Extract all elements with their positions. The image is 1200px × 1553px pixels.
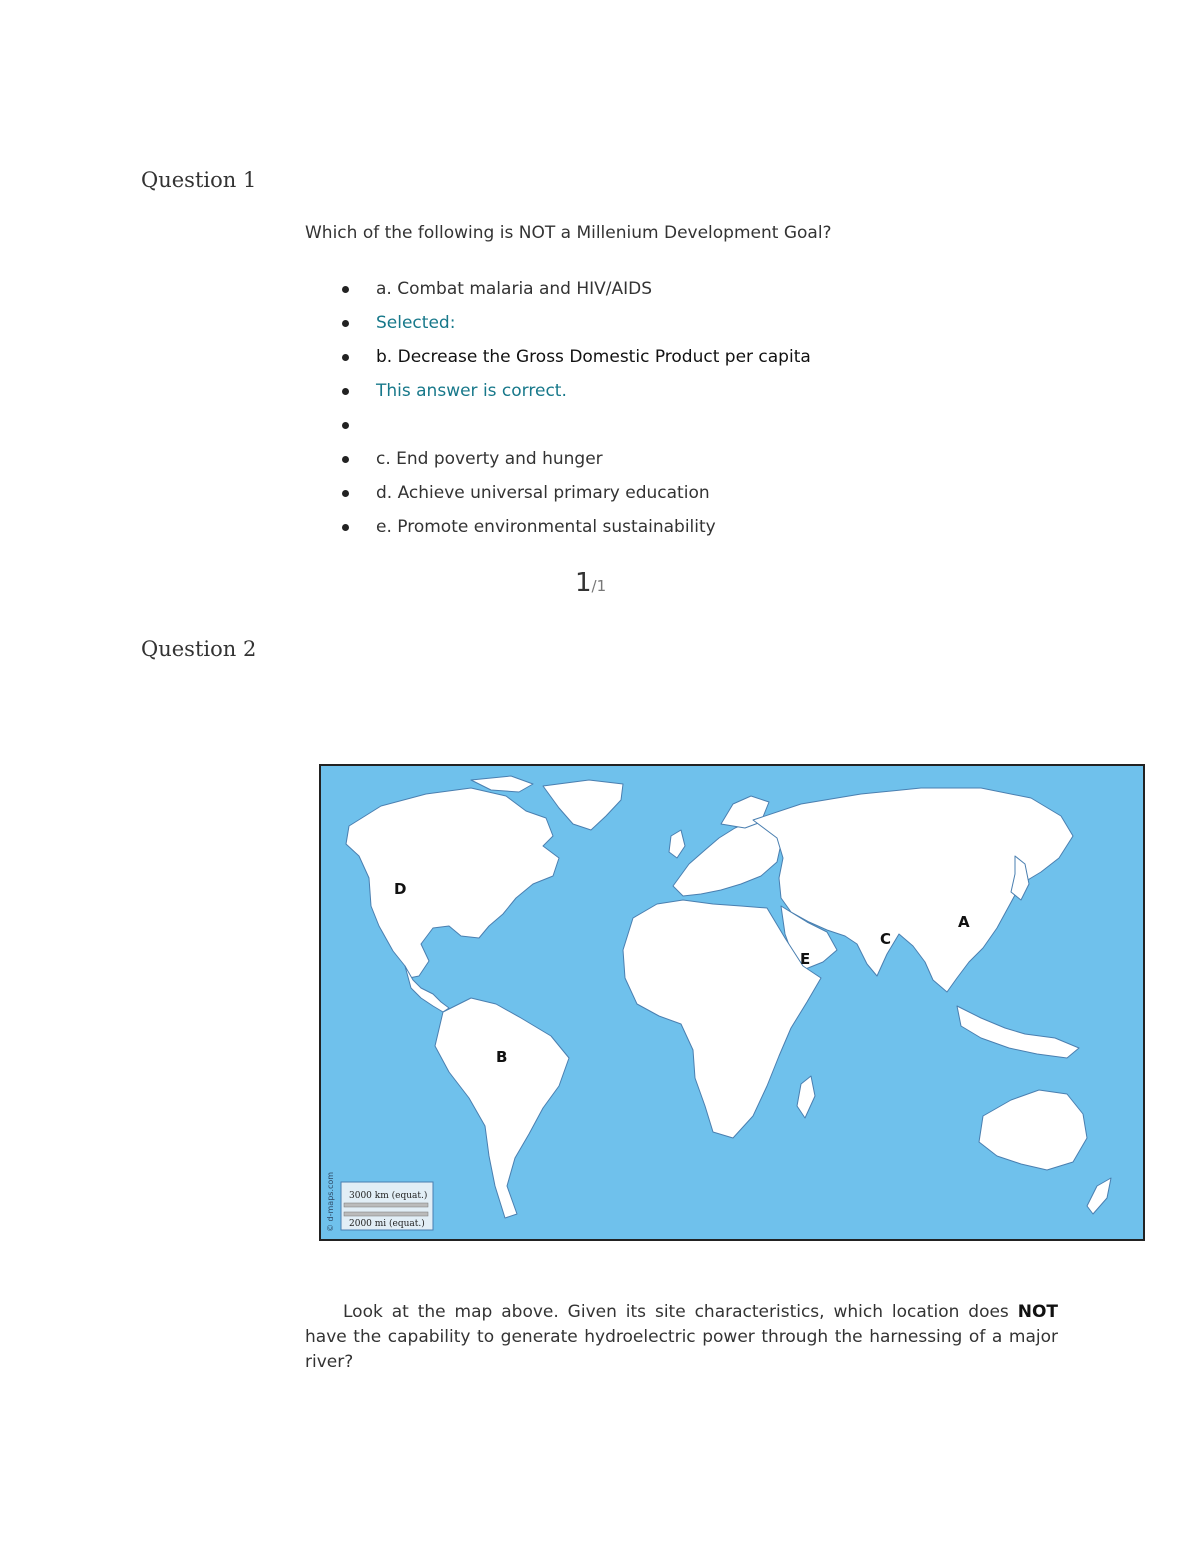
option-d[interactable]: d. Achieve universal primary education <box>340 482 811 516</box>
map-credit: © d-maps.com <box>326 1171 335 1232</box>
map-label-d: D <box>394 880 407 898</box>
question-1-prompt: Which of the following is NOT a Millenium Development Goal? <box>305 223 832 243</box>
europe-landmass <box>673 820 781 896</box>
map-label-e: E <box>800 950 811 968</box>
score-total: /1 <box>591 577 607 595</box>
question-2-heading: Question 2 <box>141 637 257 661</box>
north-america-landmass <box>346 788 559 978</box>
madagascar-landmass <box>797 1076 815 1118</box>
new-zealand-landmass <box>1087 1178 1111 1214</box>
southeast-asia-islands <box>957 1006 1079 1058</box>
scale-km-bar <box>344 1203 428 1207</box>
world-map <box>319 764 1145 1241</box>
question-1-score <box>575 568 606 598</box>
option-b[interactable]: b. Decrease the Gross Domestic Product per capita <box>340 346 811 380</box>
correct-answer-feedback: This answer is correct. <box>340 380 811 414</box>
answer-options-list <box>340 278 811 550</box>
greenland-landmass <box>543 780 623 830</box>
uk-landmass <box>669 830 685 858</box>
map-label-c: C <box>880 930 892 948</box>
question-2-prompt <box>305 1300 1058 1375</box>
map-label-b: B <box>496 1048 508 1066</box>
map-label-a: A <box>958 913 970 931</box>
scale-mi-label: 2000 mi (equat.) <box>349 1219 425 1229</box>
option-c[interactable]: c. End poverty and hunger <box>340 448 811 482</box>
selected-label: Selected: <box>340 312 811 346</box>
q2-text-bold: NOT <box>1017 1302 1058 1322</box>
score-earned: 1 <box>575 568 592 598</box>
map-scale-box <box>341 1182 433 1230</box>
q2-text-before: Look at the map above. Given its site characteristics, which location does <box>343 1302 1018 1322</box>
q2-text-after: have the capability to generate hydroelectric power through the harnessing of a major river? <box>305 1327 1058 1372</box>
scale-mi-bar <box>344 1212 428 1216</box>
option-a[interactable]: a. Combat malaria and HIV/AIDS <box>340 278 811 312</box>
scale-km-label: 3000 km (equat.) <box>349 1191 428 1201</box>
australia-landmass <box>979 1090 1087 1170</box>
empty-list-item <box>340 414 811 448</box>
south-america-landmass <box>435 998 569 1218</box>
option-e[interactable]: e. Promote environmental sustainability <box>340 516 811 550</box>
arctic-islands <box>471 776 533 792</box>
question-1-heading: Question 1 <box>141 168 257 192</box>
